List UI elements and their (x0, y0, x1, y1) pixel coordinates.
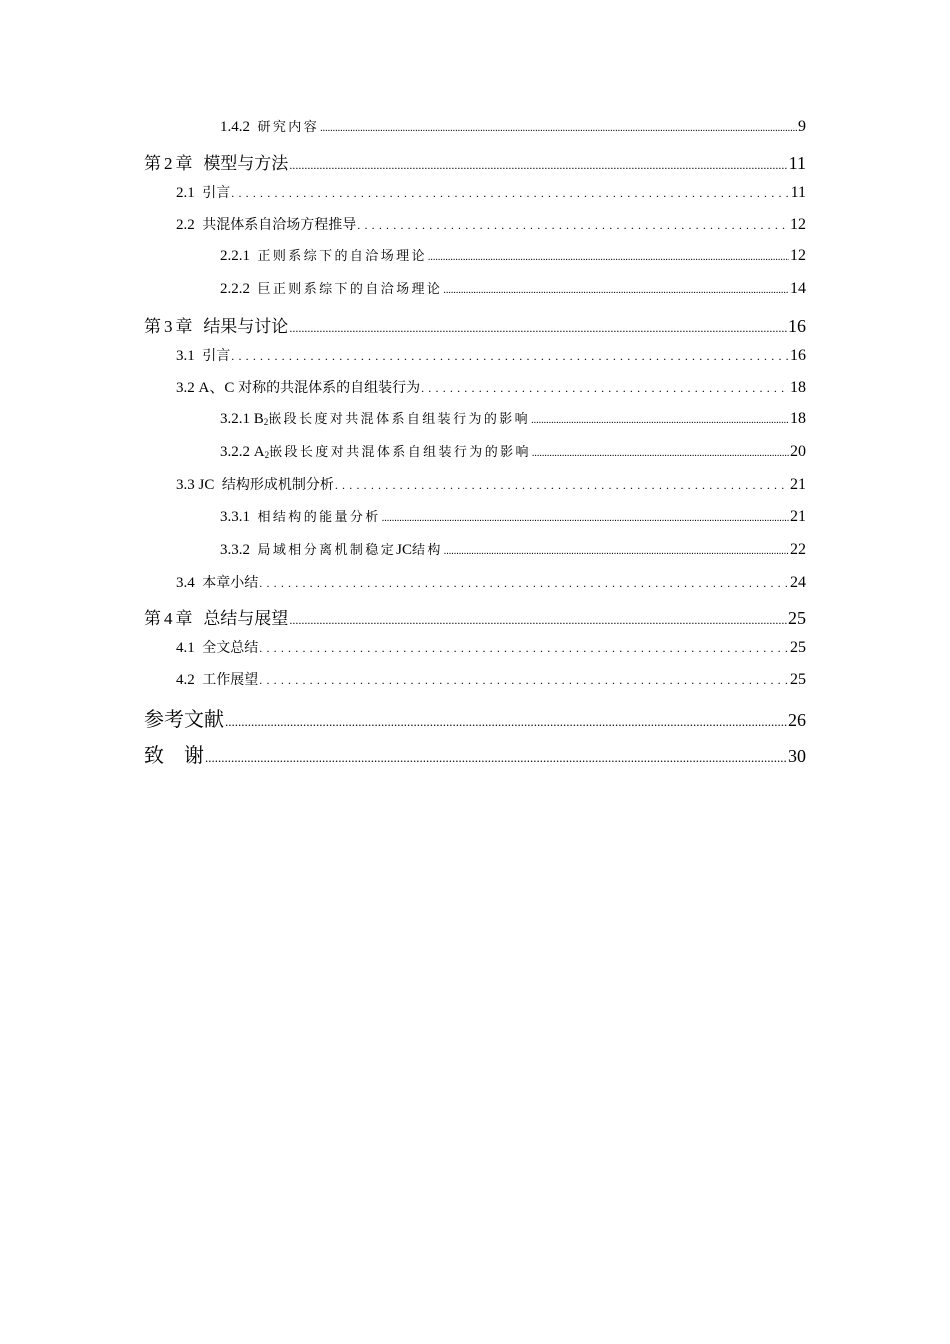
dot-leader (320, 123, 797, 134)
toc-entry-3-2-1[interactable] (220, 408, 806, 428)
chapter-number: 2 (164, 154, 173, 173)
entry-number: 3.1 (176, 348, 195, 364)
toc-chapter-4[interactable] (144, 604, 806, 629)
entry-title-latin: A (253, 444, 265, 460)
toc-entry-1-4-2[interactable] (220, 116, 806, 136)
dot-leader (444, 546, 789, 557)
dot-leader (531, 415, 789, 426)
toc-references[interactable] (144, 703, 806, 732)
entry-title: 本章小结 (202, 575, 259, 591)
entry-number: 2.1 (176, 185, 195, 201)
page-number: 9 (798, 118, 806, 135)
toc-entry-2-2[interactable] (176, 214, 806, 234)
dot-leader (259, 641, 789, 656)
entry-title: 引言 (202, 185, 231, 201)
dot-leader (382, 513, 789, 524)
dot-leader (335, 478, 789, 493)
dot-leader (259, 673, 789, 688)
chapter-suffix: 章 (175, 609, 193, 629)
toc-entry-4-1[interactable] (176, 637, 806, 657)
entry-title-latin: JC (396, 542, 412, 558)
entry-title: 相结构的能量分析 (257, 510, 381, 525)
dot-leader (259, 576, 789, 591)
toc-entry-3-4[interactable] (176, 572, 806, 592)
page-number: 12 (790, 216, 806, 233)
entry-title-latin: B (253, 411, 264, 427)
page-number: 22 (790, 541, 806, 558)
entry-title: 工作展望 (202, 672, 259, 688)
toc-entry-3-2-2[interactable] (220, 441, 806, 461)
page-number: 21 (790, 476, 806, 493)
page-number: 11 (790, 184, 806, 201)
page-number: 25 (790, 639, 806, 656)
entry-title-latin: A、C (198, 380, 235, 396)
page-number: 16 (788, 316, 806, 336)
dot-leader (231, 186, 789, 201)
page-number: 11 (788, 153, 806, 173)
chapter-suffix: 章 (175, 154, 193, 174)
page-number: 25 (788, 608, 806, 628)
dot-leader (225, 714, 787, 730)
page-number: 26 (788, 710, 806, 730)
toc-entry-2-2-1[interactable] (220, 245, 806, 265)
chapter-suffix: 章 (175, 317, 193, 337)
toc-entry-3-3-1[interactable] (220, 506, 806, 526)
dot-leader (421, 381, 789, 396)
entry-title: 正则系综下的自洽场理论 (257, 249, 427, 264)
toc-entry-3-1[interactable] (176, 345, 806, 365)
dot-leader (231, 349, 789, 364)
page-number: 21 (790, 508, 806, 525)
entry-number: 2.2 (176, 217, 195, 233)
dot-leader (443, 285, 789, 296)
toc-entry-3-3[interactable] (176, 474, 806, 494)
page-number: 18 (790, 379, 806, 396)
toc-entry-3-3-2[interactable] (220, 539, 806, 559)
page-number: 30 (788, 746, 806, 766)
entry-title: 引言 (202, 348, 231, 364)
entry-title: 对称的共混体系的自组装行为 (238, 380, 421, 396)
page-number: 18 (790, 410, 806, 427)
dot-leader (205, 750, 787, 766)
chapter-number: 4 (164, 609, 173, 628)
entry-number: 3.2.1 (220, 411, 250, 427)
entry-title: 共混体系自洽场方程推导 (202, 217, 357, 233)
toc-entry-2-1[interactable] (176, 182, 806, 202)
chapter-title: 模型与方法 (203, 154, 289, 174)
page-number: 20 (790, 443, 806, 460)
entry-title: 致 谢 (144, 743, 204, 767)
entry-number: 2.2.1 (220, 248, 250, 264)
chapter-prefix: 第 (144, 154, 161, 174)
entry-number: 2.2.2 (220, 281, 250, 297)
page-number: 12 (790, 247, 806, 264)
entry-number: 3.2.2 (220, 444, 250, 460)
subscript: 2 (263, 417, 269, 427)
chapter-prefix: 第 (144, 609, 161, 629)
dot-leader (532, 448, 789, 459)
entry-number: 3.3.2 (220, 542, 250, 558)
page-number: 25 (790, 671, 806, 688)
entry-title: 局域相分离机制稳定 (257, 543, 397, 558)
entry-number: 4.2 (176, 672, 195, 688)
dot-leader (289, 613, 787, 628)
entry-number: 3.2 (176, 380, 195, 396)
entry-title: 巨正则系综下的自洽场理论 (257, 282, 443, 297)
chapter-prefix: 第 (144, 317, 161, 337)
entry-title: 全文总结 (202, 640, 259, 656)
entry-number: 4.1 (176, 640, 195, 656)
entry-number: 3.3 (176, 477, 195, 493)
page-number: 14 (790, 280, 806, 297)
toc-entry-3-2[interactable] (176, 376, 806, 397)
entry-title: 参考文献 (144, 707, 224, 731)
dot-leader (357, 218, 789, 233)
chapter-number: 3 (164, 317, 173, 336)
entry-number: 1.4.2 (220, 119, 250, 135)
toc-chapter-3[interactable] (144, 312, 806, 337)
entry-title: 研究内容 (257, 120, 320, 135)
dot-leader (289, 158, 787, 173)
subscript: 2 (264, 450, 270, 460)
entry-title-latin: JC (198, 477, 215, 493)
dot-leader (289, 321, 787, 336)
chapter-title: 总结与展望 (203, 609, 289, 629)
toc-entry-4-2[interactable] (176, 669, 806, 689)
page-number: 24 (790, 574, 806, 591)
dot-leader (428, 252, 789, 263)
entry-title-suffix: 结构 (411, 543, 443, 558)
toc-chapter-2[interactable] (144, 149, 806, 174)
toc-entry-2-2-2[interactable] (220, 278, 806, 298)
entry-number: 3.4 (176, 575, 195, 591)
chapter-title: 结果与讨论 (203, 317, 289, 337)
entry-number: 3.3.1 (220, 509, 250, 525)
page-number: 16 (790, 347, 806, 364)
entry-title: 嵌段长度对共混体系自组装行为的影响 (269, 445, 531, 460)
entry-title: 嵌段长度对共混体系自组装行为的影响 (268, 412, 531, 427)
toc-acknowledgements[interactable] (144, 739, 806, 768)
entry-title: 结构形成机制分析 (221, 477, 334, 493)
